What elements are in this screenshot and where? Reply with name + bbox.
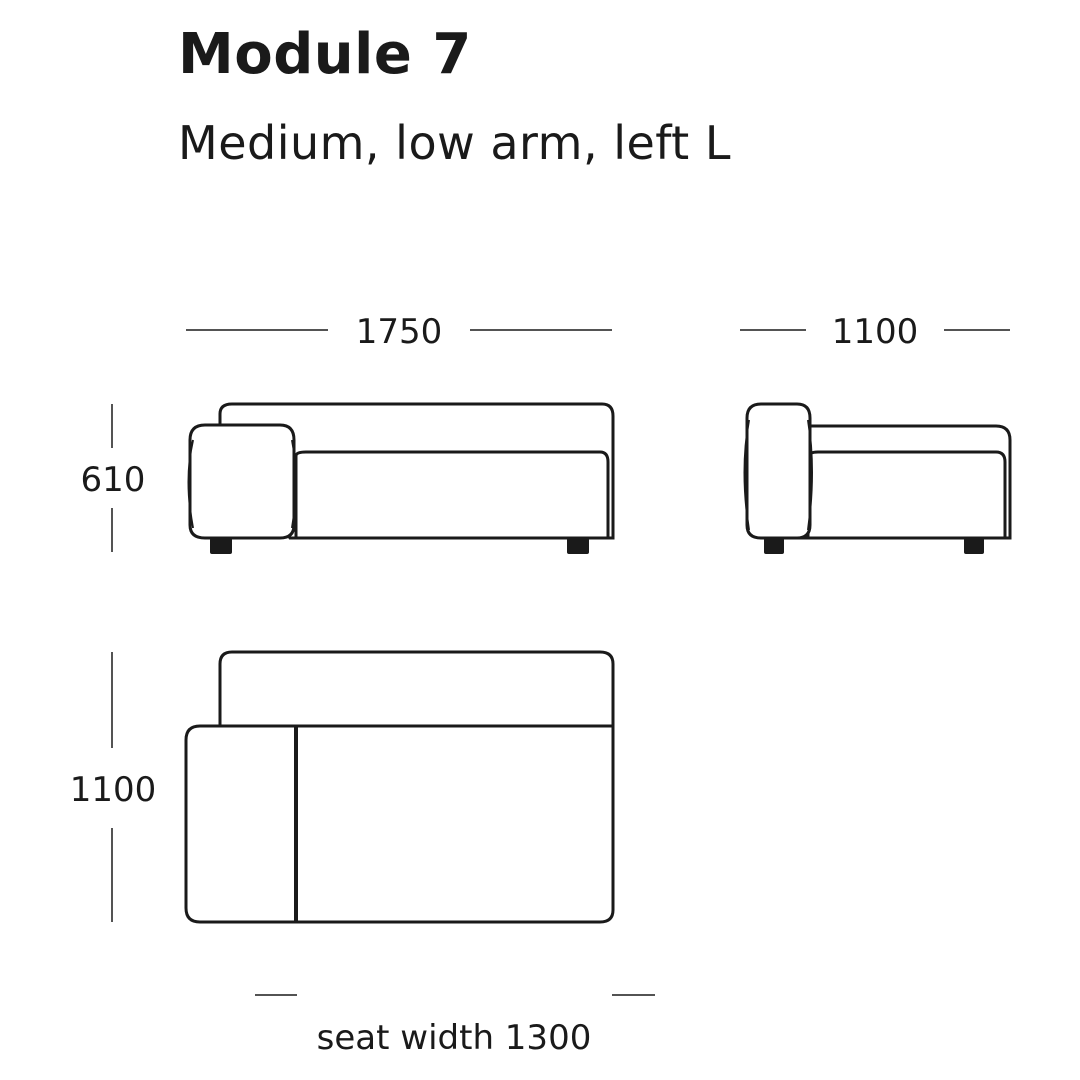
foot: [764, 538, 784, 554]
front-width-dimension: [186, 312, 612, 352]
seat-width-label: seat width 1300: [316, 1018, 592, 1058]
foot: [210, 538, 232, 554]
plan-depth-label: 1100: [69, 770, 157, 810]
side-depth-dimension: [740, 312, 1010, 352]
foot: [567, 538, 589, 554]
front-width-label: 1750: [355, 312, 443, 352]
side-view: [745, 404, 1011, 554]
seat-plan: [186, 726, 613, 922]
side-depth-label: 1100: [831, 312, 919, 352]
seat-cushion: [296, 452, 608, 538]
foot: [964, 538, 984, 554]
seat-width-dimension: [255, 995, 655, 1058]
height-label: 610: [80, 460, 146, 500]
page-title: Module 7: [178, 22, 472, 87]
page-subtitle: Medium, low arm, left L: [178, 116, 731, 170]
plan-depth-dimension: [70, 652, 157, 922]
armrest-profile: [747, 404, 810, 538]
plan-view: [186, 652, 613, 922]
seat-profile: [808, 452, 1005, 538]
backrest-plan: [220, 652, 613, 726]
front-view: [189, 404, 614, 554]
armrest: [190, 425, 294, 538]
height-dimension: [81, 404, 146, 552]
